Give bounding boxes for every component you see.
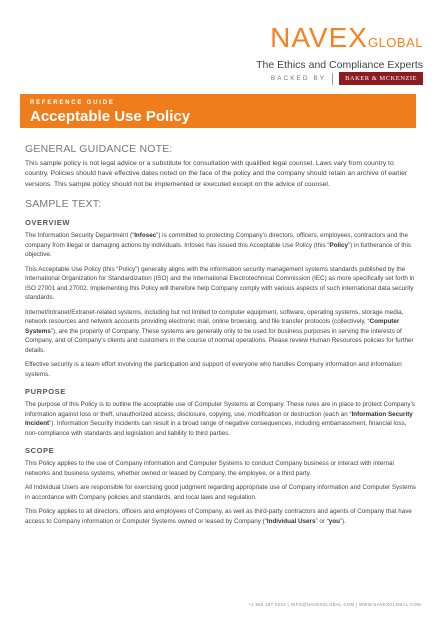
- defined-term: Policy: [329, 241, 349, 249]
- footer-contact: +1 866 297 0224 | INFO@NAVEXGLOBAL.COM | WWW.NAVEXGLOBAL.COM: [248, 602, 421, 607]
- defined-term: Infosec: [134, 232, 157, 240]
- logo-global-text: GLOBAL: [367, 35, 423, 50]
- backed-by-label: BACKED BY: [270, 75, 327, 82]
- document-body: [25, 143, 418, 531]
- scope-paragraph-3: [25, 507, 418, 526]
- logo-wordmark: [233, 24, 423, 57]
- overview-paragraph-2: This Acceptable Use Policy (this “Policy”) generally aligns with the information security management systems standards published by the International Organization for Standardization (ISO) and the International Electrotechnical Commission (IEC) as more specifically set forth in ISO 27001 and 27002. Implementing this Policy will therefore help Company comply with various aspects of such international data security standards.: [25, 265, 415, 302]
- banner-kicker: REFERENCE GUIDE: [30, 100, 115, 106]
- text-run: ”). Information Security Incidents can result in a broad range of negative consequences, including embarrassment, financial loss, non-compliance with standards and legislation and liability to third parties.: [25, 420, 407, 437]
- logo-main-text: NAVEX: [270, 22, 368, 53]
- defined-term: Information Security Incident: [25, 410, 413, 428]
- text-run: This Policy applies to all directors, officers and employees of Company, as well as third-party contractors and agents of Company that have access to Company information or Computer Systems owned or leased by Company (“: [25, 508, 412, 525]
- title-banner: [20, 94, 416, 128]
- backed-by-row: [271, 72, 423, 85]
- text-run: ”) is committed to protecting Company’s directors, officers, employees, contractors and the company from illegal or damaging actions by individuals. Infosec has issued this Acceptable Use Policy (this “: [25, 232, 408, 249]
- text-run: Internet/Intranet/Extranet-related systems, including but not limited to computer equipment, software, operating systems, storage media, network resources and network accounts providing electronic mail, online browsing, and file transfer protocols (collectively, “: [25, 308, 404, 326]
- overview-paragraph-3: [25, 308, 418, 356]
- logo-tagline: The Ethics and Compliance Experts: [256, 59, 423, 71]
- defined-term: you: [328, 517, 340, 525]
- sample-heading: SAMPLE TEXT:: [25, 198, 102, 211]
- overview-paragraph-1: [25, 231, 418, 260]
- overview-heading: OVERVIEW: [25, 218, 71, 228]
- guidance-text: This sample policy is not legal advice or a substitute for consultation with qualified legal counsel. Laws vary from country to country. Policies should have effective dates noted on the face of the policy and the company should retain an archive of earlier versions. This sample policy should not be implemented or executed except on the advice of counsel.: [25, 160, 408, 188]
- text-run: ”), are the property of Company. These systems are generally only to be used for business purposes in serving the interests of Company, and of Company’s clients and customers in the course of normal operations. Please review Human Resources policies for further details.: [25, 327, 414, 354]
- partner-logo: BAKER & MCKENZIE: [339, 72, 423, 85]
- defined-term: Individual Users: [266, 517, 316, 525]
- scope-heading: SCOPE: [25, 446, 55, 456]
- guidance-heading: GENERAL GUIDANCE NOTE:: [25, 143, 173, 155]
- text-run: The Information Security Department (“: [25, 232, 135, 240]
- purpose-heading: PURPOSE: [25, 387, 66, 397]
- overview-paragraph-4: Effective security is a team effort involving the participation and support of everyone who handles Company information and information systems.: [25, 361, 402, 378]
- scope-paragraph-1: This Policy applies to the use of Company information and Computer Systems to conduct Company business or interact with internal networks and business systems, whether owned or leased by Company, the employee, or a third party.: [25, 460, 394, 477]
- navex-logo: [233, 24, 423, 71]
- text-run: The purpose of this Policy is to outline the acceptable use of Computer Systems at Company. These rules are in place to protect Company’s information against loss or theft, unauthorized access, disclosure, copying, use, modification or destruction (each an “: [25, 401, 415, 418]
- text-run: ”).: [340, 517, 346, 525]
- defined-term: Computer Systems: [25, 318, 400, 335]
- purpose-paragraph: [25, 400, 418, 438]
- divider: [332, 73, 333, 85]
- text-run: ” or “: [315, 517, 329, 525]
- page-title: Acceptable Use Policy: [30, 108, 191, 125]
- scope-paragraph-2: All Individual Users are responsible for exercising good judgment regarding appropriate use of Company information and Computer Systems in accordance with Company policies and standards, and local laws and regulation.: [25, 484, 416, 501]
- text-run: ”) in furtherance of this objective.: [25, 241, 412, 259]
